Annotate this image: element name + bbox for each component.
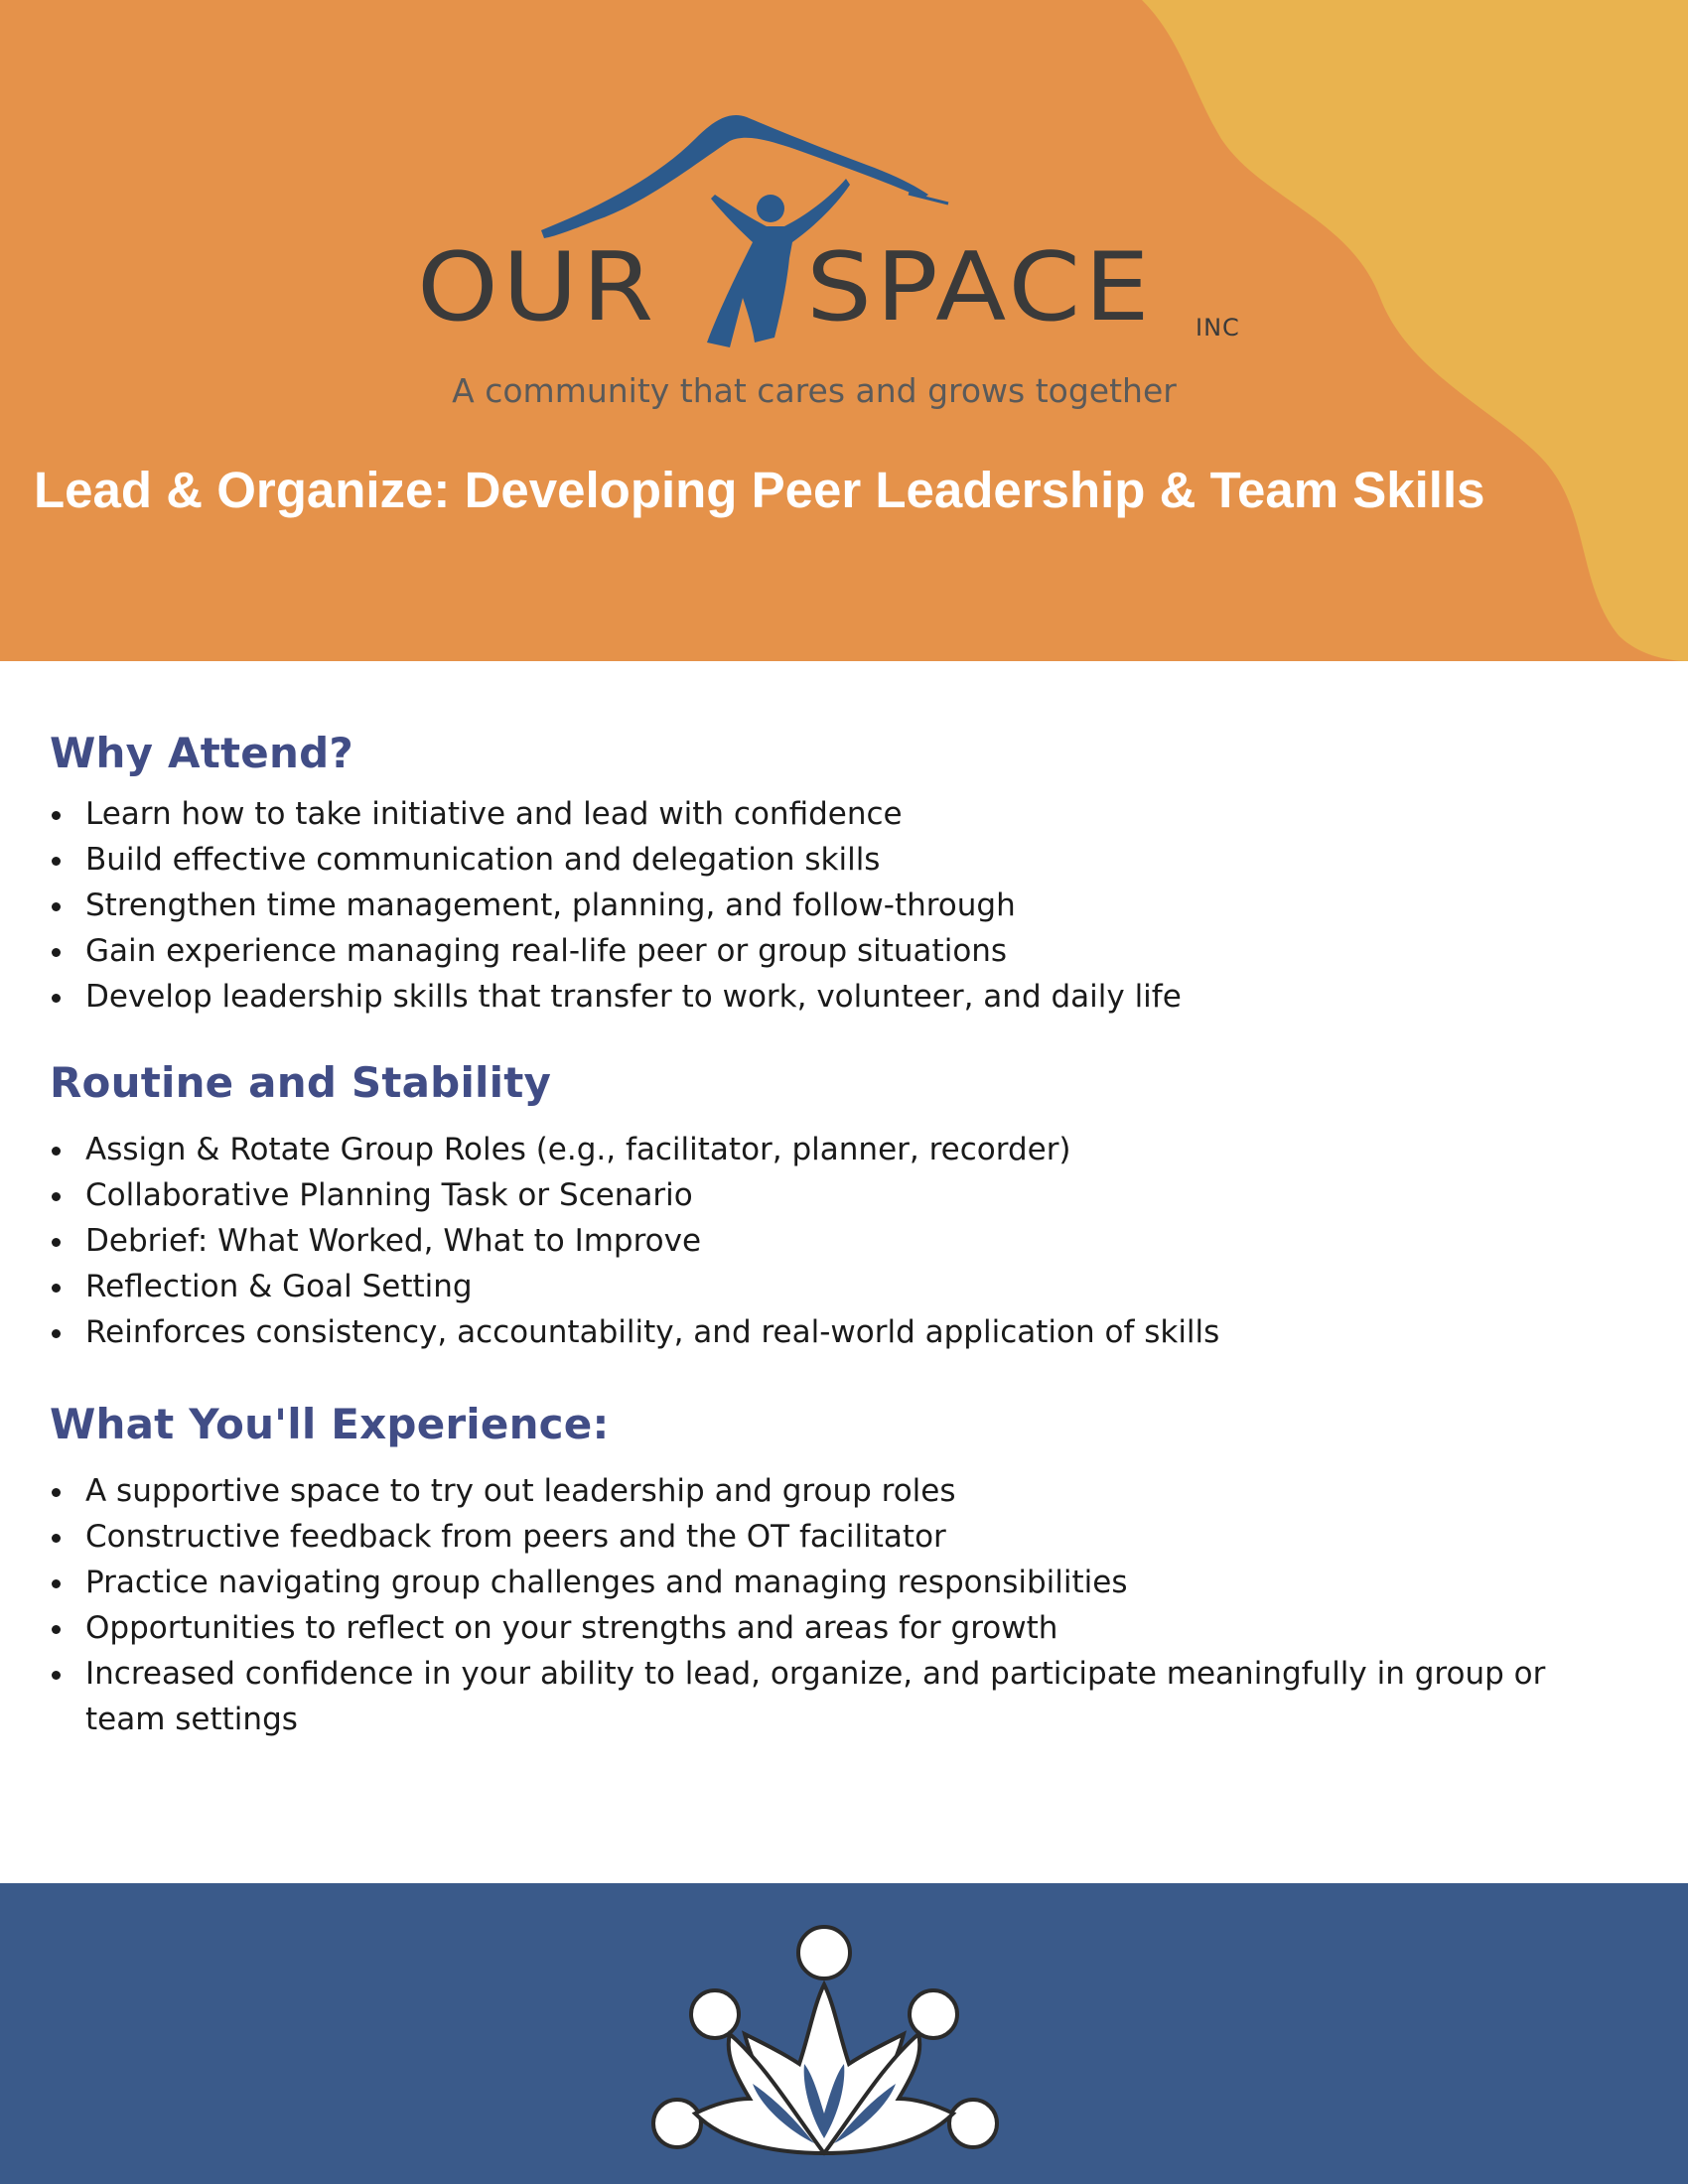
bullet-icon xyxy=(52,1579,61,1588)
page-title: Lead & Organize: Developing Peer Leadership & Team Skills xyxy=(34,462,1485,518)
list-item-text: Gain experience managing real-life peer or group situations xyxy=(85,933,1008,969)
list-item xyxy=(0,1172,1688,1218)
list-item xyxy=(0,1309,1688,1355)
bullet-list xyxy=(0,1468,1688,1742)
list-item xyxy=(0,1468,1688,1514)
list-item-text: Reflection & Goal Setting xyxy=(85,1269,473,1304)
list-item-text: Develop leadership skills that transfer to work, volunteer, and daily life xyxy=(85,979,1182,1015)
logo-tagline: A community that cares and grows together xyxy=(452,371,1177,410)
list-item-text: Reinforces consistency, accountability, and real-world application of skills xyxy=(85,1314,1220,1350)
bullet-icon xyxy=(52,1238,61,1247)
bullet-icon xyxy=(52,902,61,911)
bullet-icon xyxy=(52,1147,61,1156)
bullet-icon xyxy=(52,948,61,957)
bullet-icon xyxy=(52,1625,61,1634)
bullet-list xyxy=(0,1127,1688,1355)
list-item-text: Assign & Rotate Group Roles (e.g., facilitator, planner, recorder) xyxy=(85,1132,1071,1167)
bullet-icon xyxy=(52,1671,61,1680)
people-circle-icon xyxy=(635,1905,1053,2183)
list-item xyxy=(0,928,1688,974)
list-item xyxy=(0,1651,1688,1742)
section-heading: Why Attend? xyxy=(50,729,353,777)
list-item xyxy=(0,1514,1688,1560)
list-item xyxy=(0,1605,1688,1651)
list-item xyxy=(0,837,1688,883)
section-why-attend xyxy=(0,729,1688,1020)
list-item-text: Build effective communication and delegation skills xyxy=(85,842,881,878)
footer-banner xyxy=(0,1883,1688,2184)
list-item xyxy=(0,1264,1688,1309)
bullet-list xyxy=(0,791,1688,1020)
list-item-text: A supportive space to try out leadership and group roles xyxy=(85,1473,956,1509)
list-item xyxy=(0,1560,1688,1605)
bullet-icon xyxy=(52,994,61,1003)
list-item-text: Debrief: What Worked, What to Improve xyxy=(85,1223,702,1259)
logo-word-space: SPACE xyxy=(806,230,1154,343)
header-banner xyxy=(0,0,1688,661)
list-item xyxy=(0,1218,1688,1264)
list-item xyxy=(0,974,1688,1020)
logo-word-our: OUR xyxy=(417,230,658,343)
list-item xyxy=(0,1127,1688,1172)
bullet-icon xyxy=(52,1192,61,1201)
logo-inc: INC xyxy=(1196,314,1240,341)
section-heading: What You'll Experience: xyxy=(50,1400,610,1448)
bullet-icon xyxy=(52,1284,61,1293)
bullet-icon xyxy=(52,1329,61,1338)
list-item-text: Collaborative Planning Task or Scenario xyxy=(85,1177,693,1213)
list-item-text: Opportunities to reflect on your strengths and areas for growth xyxy=(85,1610,1058,1646)
our-space-logo xyxy=(0,0,1688,437)
list-item-text: Learn how to take initiative and lead with confidence xyxy=(85,796,903,832)
bullet-icon xyxy=(52,857,61,866)
list-item xyxy=(0,883,1688,928)
section-routine-stability xyxy=(0,1058,1688,1355)
section-what-youll-experience xyxy=(0,1400,1688,1742)
bullet-icon xyxy=(52,811,61,820)
bullet-icon xyxy=(52,1534,61,1543)
bullet-icon xyxy=(52,1488,61,1497)
list-item-text: Constructive feedback from peers and the OT facilitator xyxy=(85,1519,946,1555)
list-item xyxy=(0,791,1688,837)
list-item-text: Practice navigating group challenges and managing responsibilities xyxy=(85,1565,1128,1600)
list-item-text: Increased confidence in your ability to lead, organize, and participate meaningfully in group or team settings xyxy=(85,1656,1546,1737)
section-heading: Routine and Stability xyxy=(50,1058,552,1107)
list-item-text: Strengthen time management, planning, and follow-through xyxy=(85,887,1016,923)
